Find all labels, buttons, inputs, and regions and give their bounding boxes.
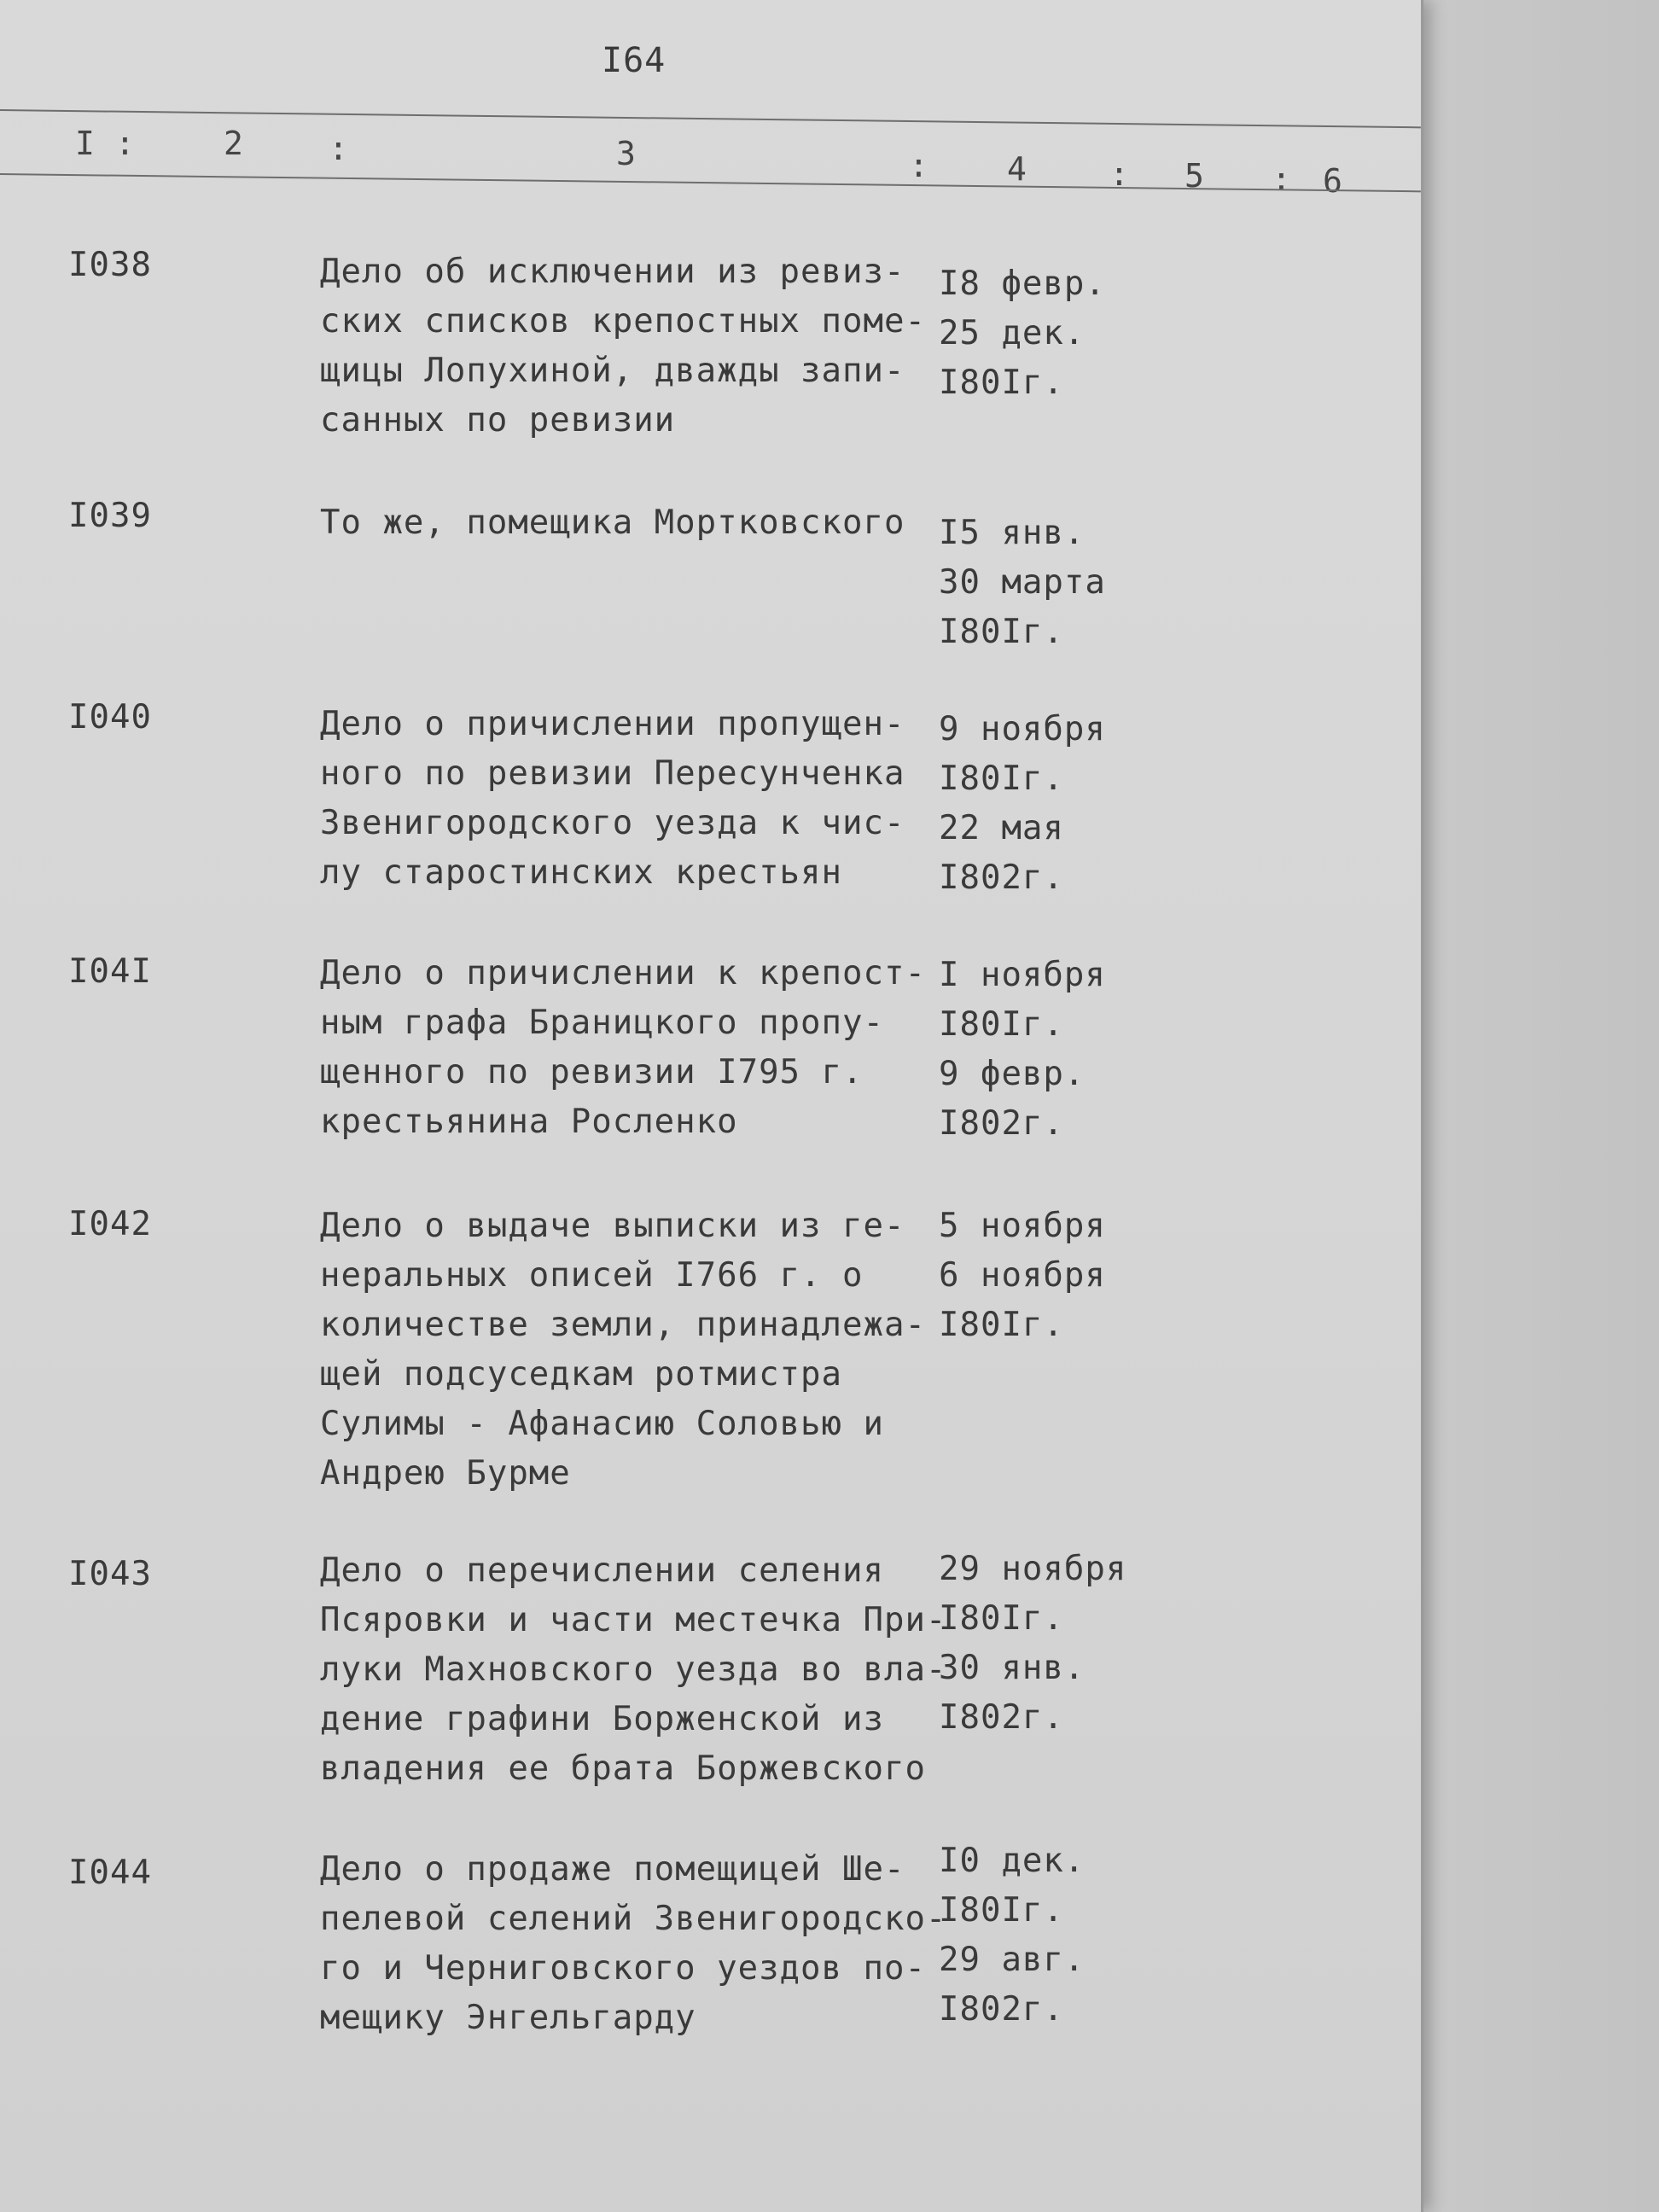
description-line: владения ее брата Боржевского xyxy=(320,1749,926,1788)
column-header-2: 2 xyxy=(224,125,243,162)
date-line: 6 ноября xyxy=(939,1256,1106,1295)
description-line: лу старостинских крестьян xyxy=(320,853,842,892)
date-line: I80Iг. xyxy=(939,1891,1064,1930)
date-line: I5 янв. xyxy=(939,514,1086,552)
column-header-1: I xyxy=(75,125,95,162)
header-rule-top xyxy=(0,109,1421,128)
date-line: I802г. xyxy=(939,859,1064,897)
date-line: I802г. xyxy=(939,1104,1064,1143)
record-dates xyxy=(939,509,1106,657)
description-line: пелевой селений Звенигородско- xyxy=(320,1900,947,1938)
description-line: Андрею Бурме xyxy=(320,1454,571,1493)
record-number: I039 xyxy=(68,497,152,535)
description-line: То же, помещика Мортковского xyxy=(320,504,905,542)
record-number: I042 xyxy=(68,1205,152,1243)
date-line: 29 авг. xyxy=(939,1941,1086,1979)
date-line: I80Iг. xyxy=(939,1599,1064,1638)
description-line: дение графини Борженской из xyxy=(320,1700,884,1738)
description-line: количестве земли, принадлежа- xyxy=(320,1306,926,1344)
date-line: I80Iг. xyxy=(939,364,1064,402)
description-line: ным графа Браницкого пропу- xyxy=(320,1004,884,1042)
record-dates xyxy=(939,705,1106,903)
date-line: I8 февр. xyxy=(939,265,1106,303)
record-description xyxy=(320,1546,946,1794)
column-header-separator: : xyxy=(329,130,348,167)
description-line: Дело о перечислении селения xyxy=(320,1551,884,1590)
record-number: I038 xyxy=(68,246,152,284)
column-header-5: 5 xyxy=(1185,157,1204,195)
date-line: I80Iг. xyxy=(939,1306,1064,1344)
description-line: Дело о причислении к крепост- xyxy=(320,954,926,992)
date-line: 22 мая xyxy=(939,809,1064,847)
column-header-separator: : xyxy=(1109,155,1129,193)
record-dates xyxy=(939,1545,1126,1743)
description-line: неральных описей I766 г. о xyxy=(320,1256,864,1295)
description-line: Дело об исключении из ревиз- xyxy=(320,253,905,291)
description-line: Дело о причислении пропущен- xyxy=(320,705,905,743)
description-line: Дело о выдаче выписки из ге- xyxy=(320,1207,905,1245)
column-header-6: 6 xyxy=(1323,162,1342,200)
record-description xyxy=(320,1845,946,2043)
column-header-separator: : xyxy=(1272,160,1291,198)
record-number: I043 xyxy=(68,1555,152,1593)
date-line: 30 марта xyxy=(939,563,1106,602)
description-line: щей подсуседкам ротмистра xyxy=(320,1355,842,1394)
page-number: I64 xyxy=(602,41,667,80)
description-line: ного по ревизии Пересунченка xyxy=(320,754,905,793)
record-description xyxy=(320,700,905,898)
record-dates xyxy=(939,1202,1106,1350)
record-description xyxy=(320,247,926,445)
description-line: ских списков крепостных поме- xyxy=(320,302,926,341)
description-line: мещику Энгельгарду xyxy=(320,1999,696,2037)
date-line: I80Iг. xyxy=(939,613,1064,651)
date-line: I80Iг. xyxy=(939,760,1064,798)
record-description xyxy=(320,1202,926,1499)
date-line: I0 дек. xyxy=(939,1842,1086,1880)
description-line: Сулимы - Афанасию Соловью и xyxy=(320,1405,884,1443)
date-line: 9 февр. xyxy=(939,1055,1086,1093)
description-line: санных по ревизии xyxy=(320,401,676,439)
date-line: I802г. xyxy=(939,1698,1064,1737)
date-line: 30 янв. xyxy=(939,1649,1086,1687)
record-description xyxy=(320,949,926,1147)
description-line: щицы Лопухиной, дважды запи- xyxy=(320,352,905,390)
description-line: Псяровки и части местечка При- xyxy=(320,1601,947,1639)
date-line: 25 дек. xyxy=(939,314,1086,352)
date-line: 5 ноября xyxy=(939,1207,1106,1245)
description-line: го и Черниговского уездов по- xyxy=(320,1949,926,1988)
description-line: щенного по ревизии I795 г. xyxy=(320,1053,864,1091)
header-rule-bottom xyxy=(0,173,1421,192)
date-line: I802г. xyxy=(939,1990,1064,2029)
date-line: 29 ноября xyxy=(939,1550,1127,1588)
column-header-separator: : xyxy=(909,147,928,184)
record-number: I044 xyxy=(68,1854,152,1892)
column-header-4: 4 xyxy=(1007,150,1027,188)
record-number: I04I xyxy=(68,952,152,991)
date-line: I80Iг. xyxy=(939,1005,1064,1044)
date-line: 9 ноября xyxy=(939,710,1106,748)
record-dates xyxy=(939,951,1106,1149)
record-dates xyxy=(939,1837,1085,2034)
column-header-3: 3 xyxy=(616,135,636,172)
record-description xyxy=(320,498,905,548)
description-line: Звенигородского уезда к чис- xyxy=(320,804,905,842)
description-line: крестьянина Росленко xyxy=(320,1103,738,1141)
column-header-separator: : xyxy=(115,125,135,162)
record-number: I040 xyxy=(68,698,152,736)
date-line: I ноября xyxy=(939,956,1106,994)
description-line: Дело о продаже помещицей Ше- xyxy=(320,1850,905,1889)
description-line: луки Махновского уезда во вла- xyxy=(320,1650,947,1689)
record-dates xyxy=(939,259,1106,408)
